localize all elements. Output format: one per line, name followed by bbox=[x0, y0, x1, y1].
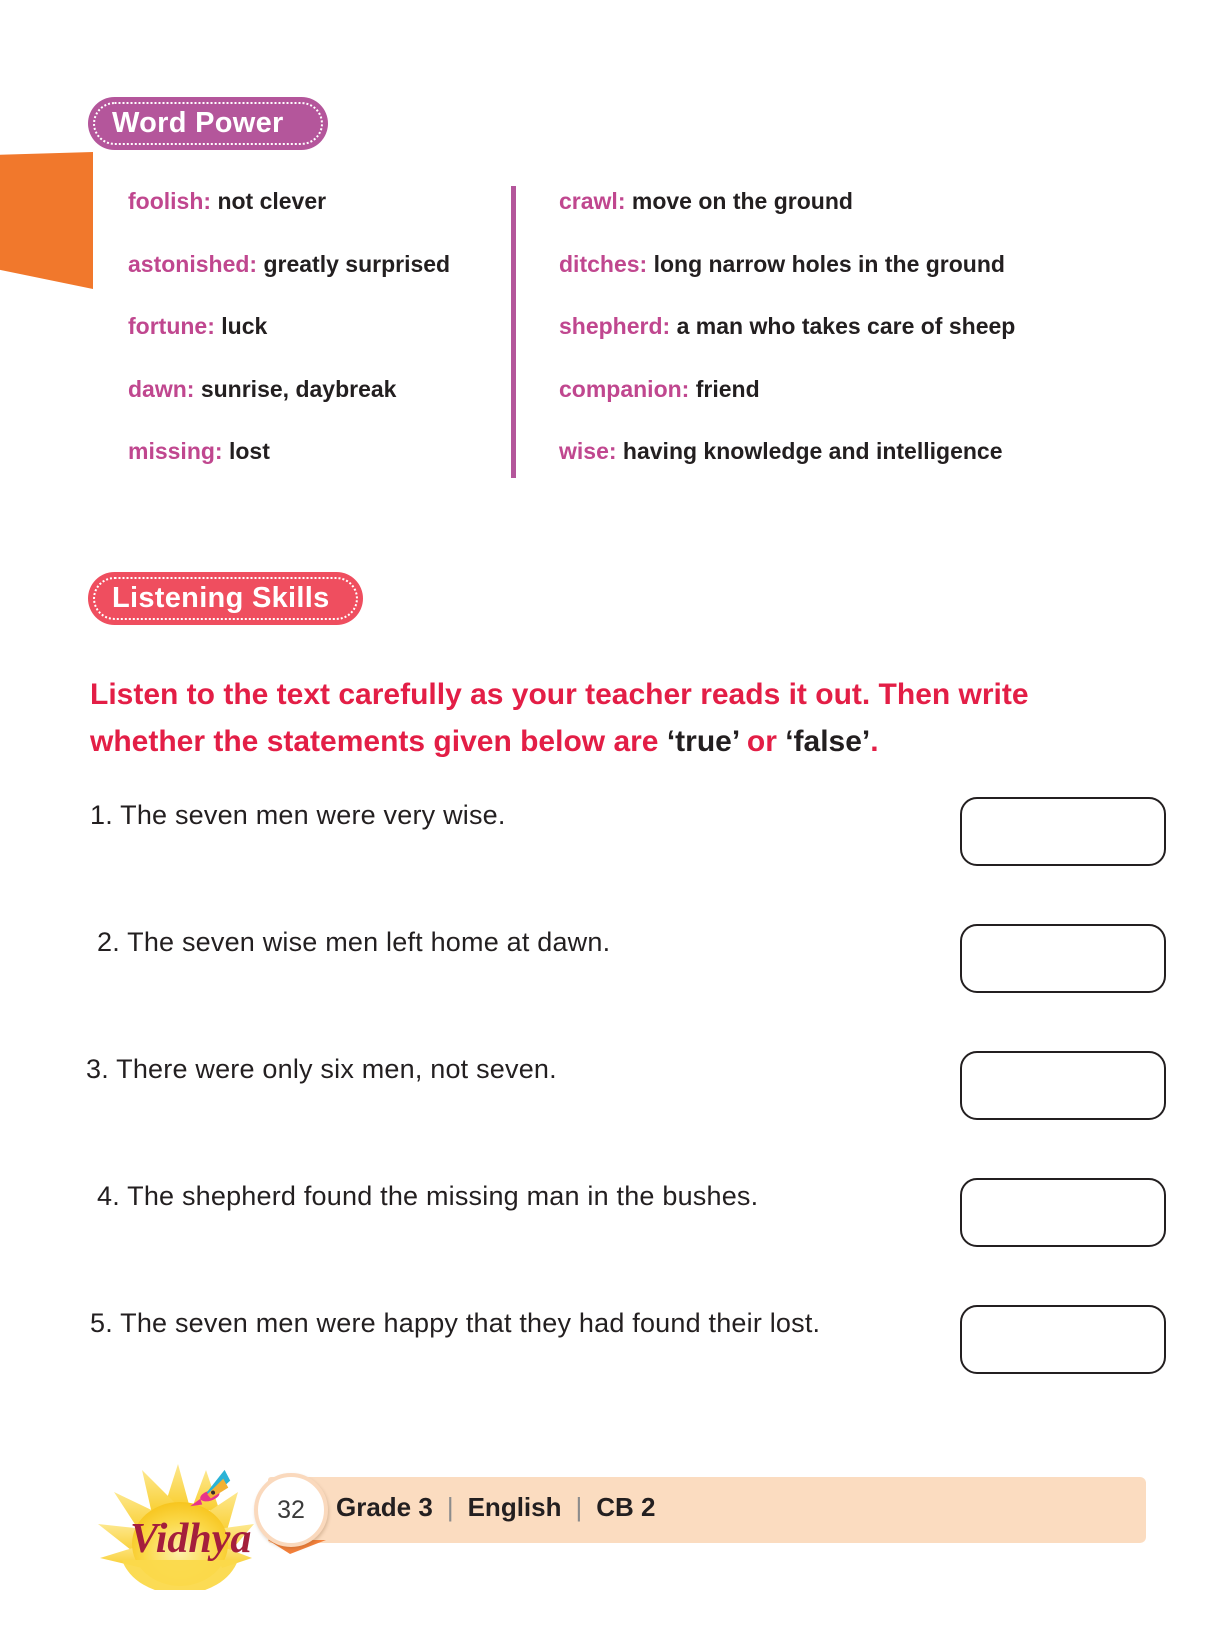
vocab-definition: long narrow holes in the ground bbox=[653, 250, 1005, 277]
sun-logo-icon bbox=[96, 1438, 264, 1590]
word-power-left-column bbox=[128, 188, 498, 501]
footer-grade: Grade 3 bbox=[336, 1492, 433, 1522]
instruction-connector: or bbox=[738, 724, 786, 758]
word-power-entry bbox=[128, 376, 498, 404]
vocab-term: crawl: bbox=[559, 188, 626, 214]
section-badge-listening-skills bbox=[88, 572, 363, 625]
statement-text: 1. The seven men were very wise. bbox=[90, 800, 506, 830]
statement-text: 5. The seven men were happy that they had found their lost. bbox=[90, 1308, 821, 1338]
answer-input-box[interactable] bbox=[960, 1051, 1166, 1120]
statement-text: 3. There were only six men, not seven. bbox=[86, 1054, 557, 1084]
section-badge-word-power bbox=[88, 97, 328, 150]
vocab-term: ditches: bbox=[559, 250, 648, 277]
statement-text: 2. The seven wise men left home at dawn. bbox=[97, 927, 611, 957]
logo-wordmark: Vidhya bbox=[130, 1516, 252, 1562]
exercise-instruction bbox=[90, 672, 1050, 765]
word-power-entry bbox=[559, 251, 1079, 279]
word-power-entry bbox=[559, 313, 1079, 341]
statement-row bbox=[0, 1054, 1223, 1181]
word-power-entry bbox=[559, 188, 1079, 216]
instruction-part1: Listen to the text carefully as your teacher reads it out. Then write whether the statements given below are bbox=[90, 678, 1029, 758]
vocab-definition: friend bbox=[695, 375, 760, 402]
vocab-definition: luck bbox=[221, 313, 268, 340]
word-power-entry bbox=[128, 188, 498, 216]
vidhya-logo bbox=[96, 1438, 264, 1590]
statement-text: 4. The shepherd found the missing man in the bushes. bbox=[97, 1181, 759, 1211]
answer-input-box[interactable] bbox=[960, 797, 1166, 866]
page-number-badge bbox=[254, 1473, 328, 1547]
answer-input-box[interactable] bbox=[960, 924, 1166, 993]
word-power-entry bbox=[559, 376, 1079, 404]
vocab-term: wise: bbox=[559, 438, 617, 465]
footer-subject: English bbox=[467, 1492, 562, 1522]
footer-meta bbox=[336, 1492, 656, 1523]
vocab-term: dawn: bbox=[128, 375, 195, 402]
vocab-definition: not clever bbox=[217, 188, 327, 214]
vocab-definition: lost bbox=[228, 438, 270, 465]
statement-row bbox=[0, 800, 1223, 927]
word-power-label: Word Power bbox=[112, 107, 284, 139]
vocab-term: astonished: bbox=[128, 250, 258, 277]
vocab-definition: move on the ground bbox=[631, 188, 853, 214]
instruction-true-word: ‘true’ bbox=[666, 724, 739, 758]
word-power-right-column bbox=[559, 188, 1079, 501]
word-power-entry bbox=[128, 313, 498, 341]
vocab-definition: sunrise, daybreak bbox=[200, 375, 397, 402]
answer-input-box[interactable] bbox=[960, 1178, 1166, 1247]
word-power-entry bbox=[128, 438, 498, 466]
vocab-term: missing: bbox=[128, 438, 223, 465]
vocab-term: foolish: bbox=[128, 188, 212, 214]
vocab-definition: a man who takes care of sheep bbox=[676, 313, 1016, 340]
vocab-definition: greatly surprised bbox=[263, 250, 451, 277]
instruction-end: . bbox=[870, 724, 879, 758]
footer-separator: | bbox=[446, 1492, 454, 1522]
word-power-entry bbox=[128, 251, 498, 279]
statement-row bbox=[0, 1308, 1223, 1435]
statement-row bbox=[0, 1181, 1223, 1308]
vocab-term: fortune: bbox=[128, 313, 215, 340]
vocab-definition: having knowledge and intelligence bbox=[622, 438, 1003, 465]
answer-input-box[interactable] bbox=[960, 1305, 1166, 1374]
word-power-entry bbox=[559, 438, 1079, 466]
footer-separator: | bbox=[575, 1492, 583, 1522]
vocab-term: shepherd: bbox=[559, 313, 671, 340]
vocab-term: companion: bbox=[559, 375, 690, 402]
instruction-false-word: ‘false’ bbox=[785, 724, 871, 758]
footer-book: CB 2 bbox=[596, 1492, 656, 1522]
statement-row bbox=[0, 927, 1223, 1054]
statements-list bbox=[0, 800, 1223, 1435]
orange-ribbon-decoration bbox=[0, 152, 93, 289]
listening-skills-label: Listening Skills bbox=[112, 582, 330, 614]
word-power-column-divider bbox=[511, 186, 516, 478]
page-number: 32 bbox=[277, 1495, 305, 1524]
